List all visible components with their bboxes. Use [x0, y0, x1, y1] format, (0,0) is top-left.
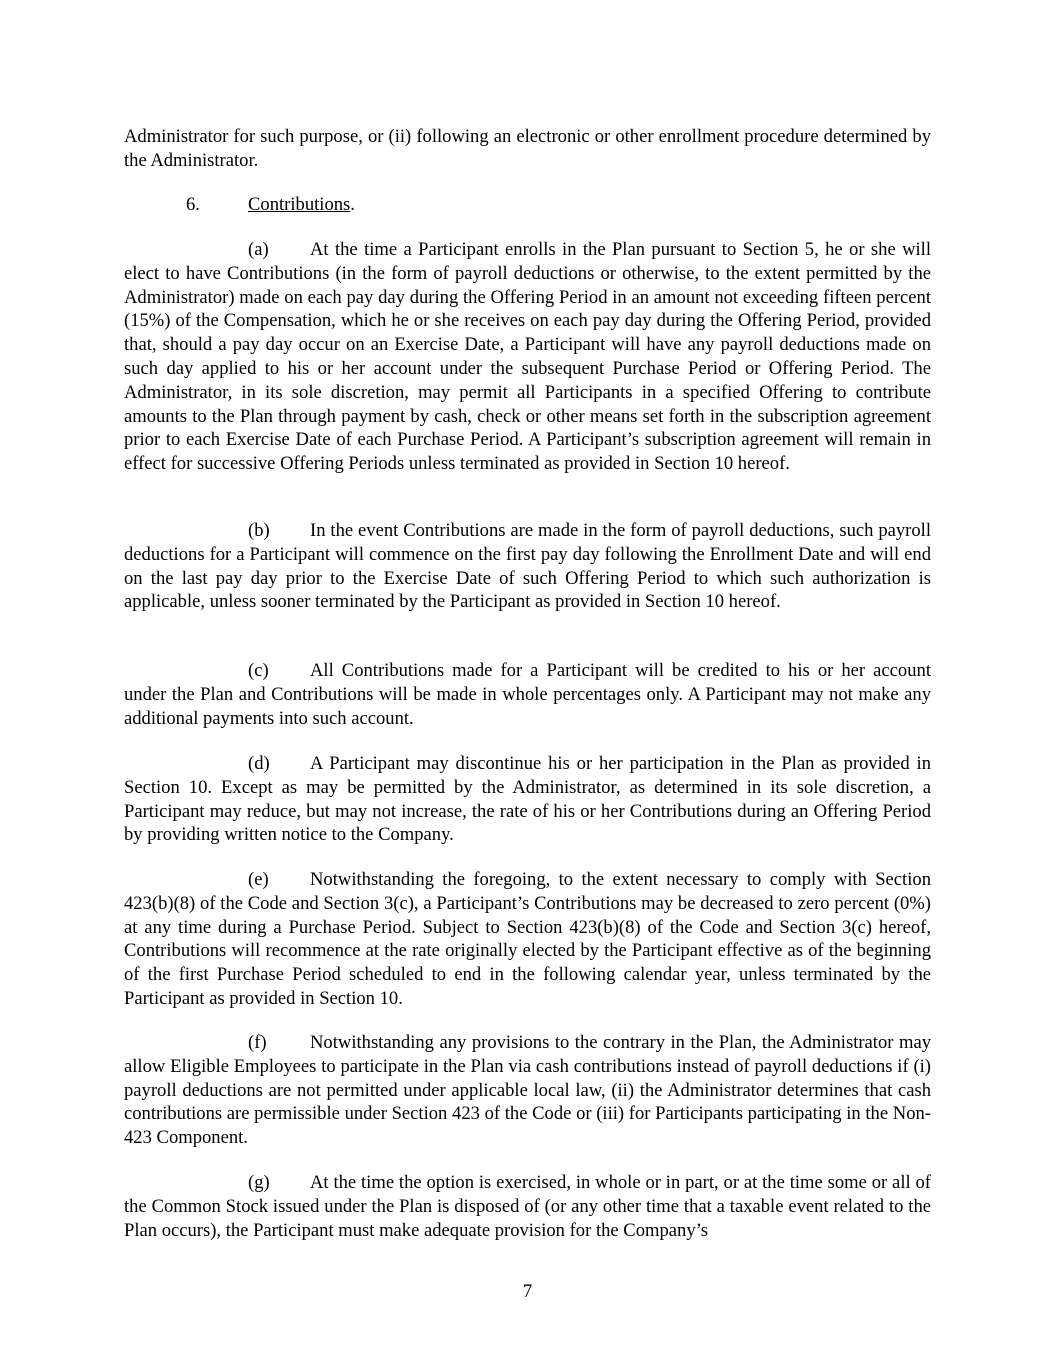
paragraph-text: Notwithstanding any provisions to the contrary in the Plan, the Administrator may allow Eligible Employees to participate in the Plan via cash contributions instead of payroll deductions if (i) payroll deductions are not permitted under applicable local law, (ii) the Administrator determines that cash contributions are permissible under Section 423 of the Code or (iii) for Participants participating in the Non-423 Component. [124, 1032, 931, 1149]
page-number: 7 [522, 1281, 533, 1302]
paragraph-label: (f) [248, 1032, 267, 1053]
paragraph-label: (g) [248, 1172, 270, 1193]
paragraph-label: (e) [248, 869, 269, 890]
paragraph-b [124, 519, 931, 614]
paragraph-c [124, 659, 931, 730]
paragraph-text: Notwithstanding the foregoing, to the extent necessary to comply with Section 423(b)(8) of the Code and Section 3(c), a Participant’s Contributions may be decreased to zero percent (0%) at any time during a Purchase Period. Subject to Section 423(b)(8) of the Code and Section 3(c) hereof, Contributions will recommence at the rate originally elected by the Participant effective as of the beginning of the first Purchase Period scheduled to end in the following calendar year, unless terminated by the Participant as provided in Section 10. [124, 869, 931, 1009]
section-number: 6. [186, 194, 200, 215]
paragraph-label: (b) [248, 520, 270, 541]
section-title-suffix: . [350, 194, 355, 215]
paragraph-f [124, 1031, 931, 1150]
paragraph-g [124, 1171, 931, 1242]
paragraph-label: (d) [248, 753, 270, 774]
paragraph-label: (c) [248, 660, 269, 681]
section-heading [186, 193, 355, 217]
paragraph-text: At the time the option is exercised, in whole or in part, or at the time some or all of the Common Stock issued under the Plan is disposed of (or any other time that a taxable event related to the Plan occurs), the Participant must make adequate provision for the Company’s [124, 1172, 931, 1241]
intro-text: Administrator for such purpose, or (ii) following an electronic or other enrollment procedure determined by the Administrator. [124, 126, 931, 171]
intro-paragraph [124, 125, 931, 173]
paragraph-d [124, 752, 931, 847]
paragraph-text: A Participant may discontinue his or her participation in the Plan as provided in Section 10. Except as may be permitted by the Administrator, as determined in its sole discretion, a Participant may reduce, but may not increase, the rate of his or her Contributions during an Offering Period by providing written notice to the Company. [124, 753, 931, 846]
section-title: Contributions [248, 194, 351, 215]
paragraph-text: In the event Contributions are made in the form of payroll deductions, such payroll deductions for a Participant will commence on the first pay day following the Enrollment Date and will end on the last pay day prior to the Exercise Date of such Offering Period to which such authorization is applicable, unless sooner terminated by the Participant as provided in Section 10 hereof. [124, 520, 931, 613]
paragraph-text: All Contributions made for a Participant will be credited to his or her account under the Plan and Contributions will be made in whole percentages only. A Participant may not make any additional payments into such account. [124, 660, 931, 729]
paragraph-e [124, 868, 931, 1011]
paragraph-a [124, 238, 931, 476]
paragraph-label: (a) [248, 239, 269, 260]
paragraph-text: At the time a Participant enrolls in the Plan pursuant to Section 5, he or she will elect to have Contributions (in the form of payroll deductions or otherwise, to the extent permitted by the Administrator) made on each pay day during the Offering Period in an amount not exceeding fifteen percent (15%) of the Compensation, which he or she receives on each pay day during the Offering Period, provided that, should a pay day occur on an Exercise Date, a Participant will have any payroll deductions made on such day applied to his or her account under the subsequent Purchase Period or Offering Period. The Administrator, in its sole discretion, may permit all Participants in a specified Offering to contribute amounts to the Plan through payment by cash, check or other means set forth in the subscription agreement prior to each Exercise Date of each Purchase Period. A Participant’s subscription agreement will remain in effect for successive Offering Periods unless terminated as provided in Section 10 hereof. [124, 239, 931, 475]
